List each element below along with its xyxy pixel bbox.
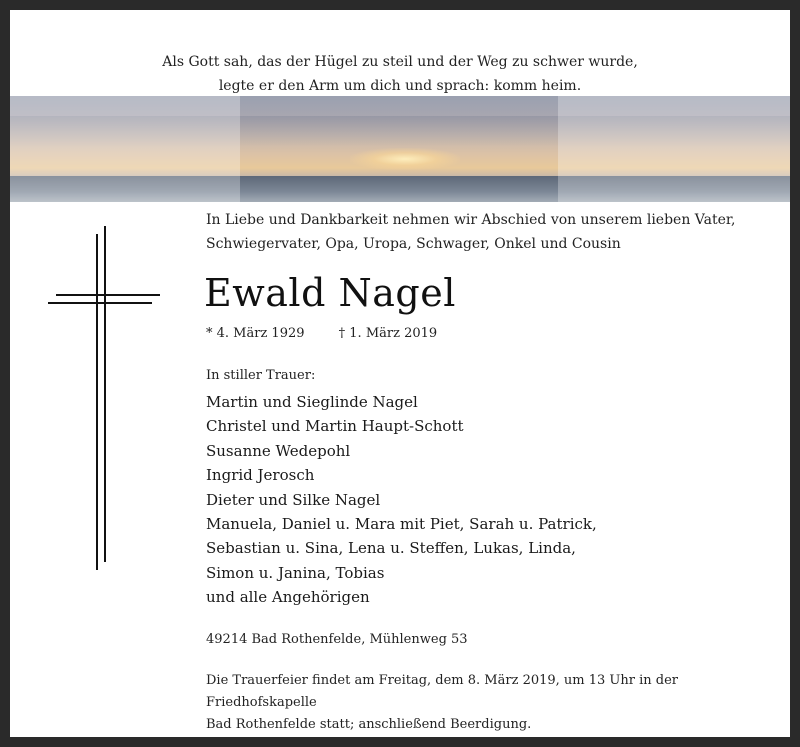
- mourner-line: Susanne Wedepohl: [206, 441, 351, 460]
- banner-sun: [350, 148, 460, 170]
- ceremony-info: [206, 670, 766, 736]
- mourner-line: und alle Angehörigen: [206, 588, 370, 607]
- cross-vertical-bar-2: [104, 226, 106, 562]
- death-date: † 1. März 2019: [338, 326, 438, 341]
- cross-horizontal-bar-1: [56, 294, 160, 296]
- sunset-sea-image: [10, 96, 790, 202]
- cross-vertical-bar-1: [96, 234, 98, 570]
- deceased-name: Ewald Nagel: [204, 271, 456, 315]
- mourners-list: [206, 390, 597, 610]
- banner-fade-left: [10, 96, 240, 202]
- mourner-line: Simon u. Janina, Tobias: [206, 563, 385, 582]
- mourner-line: Manuela, Daniel u. Mara mit Piet, Sarah u. Patrick,: [206, 515, 597, 534]
- motto-line-1: Als Gott sah, das der Hügel zu steil und der Weg zu schwer wurde,: [162, 54, 638, 70]
- intro-line-2: Schwiegervater, Opa, Uropa, Schwager, Onkel und Cousin: [206, 236, 621, 252]
- banner-fade-right: [558, 96, 790, 202]
- mourner-line: Sebastian u. Sina, Lena u. Steffen, Lukas, Linda,: [206, 539, 576, 558]
- intro-text: [206, 208, 766, 256]
- ceremony-line-1: Die Trauerfeier findet am Freitag, dem 8. März 2019, um 13 Uhr in der Friedhofskapelle: [206, 673, 678, 710]
- mourner-line: Dieter und Silke Nagel: [206, 490, 381, 509]
- motto: [10, 50, 790, 98]
- mourner-line: Christel und Martin Haupt-Schott: [206, 417, 464, 436]
- address: 49214 Bad Rothenfelde, Mühlenweg 53: [206, 632, 468, 647]
- birth-date: * 4. März 1929: [206, 326, 305, 341]
- mourner-line: Ingrid Jerosch: [206, 466, 315, 485]
- life-dates: [206, 324, 437, 344]
- mourning-label: In stiller Trauer:: [206, 368, 316, 383]
- motto-line-2: legte er den Arm um dich und sprach: komm heim.: [218, 78, 582, 94]
- mourner-line: Martin und Sieglinde Nagel: [206, 393, 418, 411]
- ceremony-line-2: Bad Rothenfelde statt; anschließend Beerdigung.: [206, 717, 532, 732]
- obituary-card: [10, 10, 790, 737]
- cross-icon: [48, 234, 160, 570]
- cross-horizontal-bar-2: [48, 302, 152, 304]
- intro-line-1: In Liebe und Dankbarkeit nehmen wir Abschied von unserem lieben Vater,: [206, 212, 736, 228]
